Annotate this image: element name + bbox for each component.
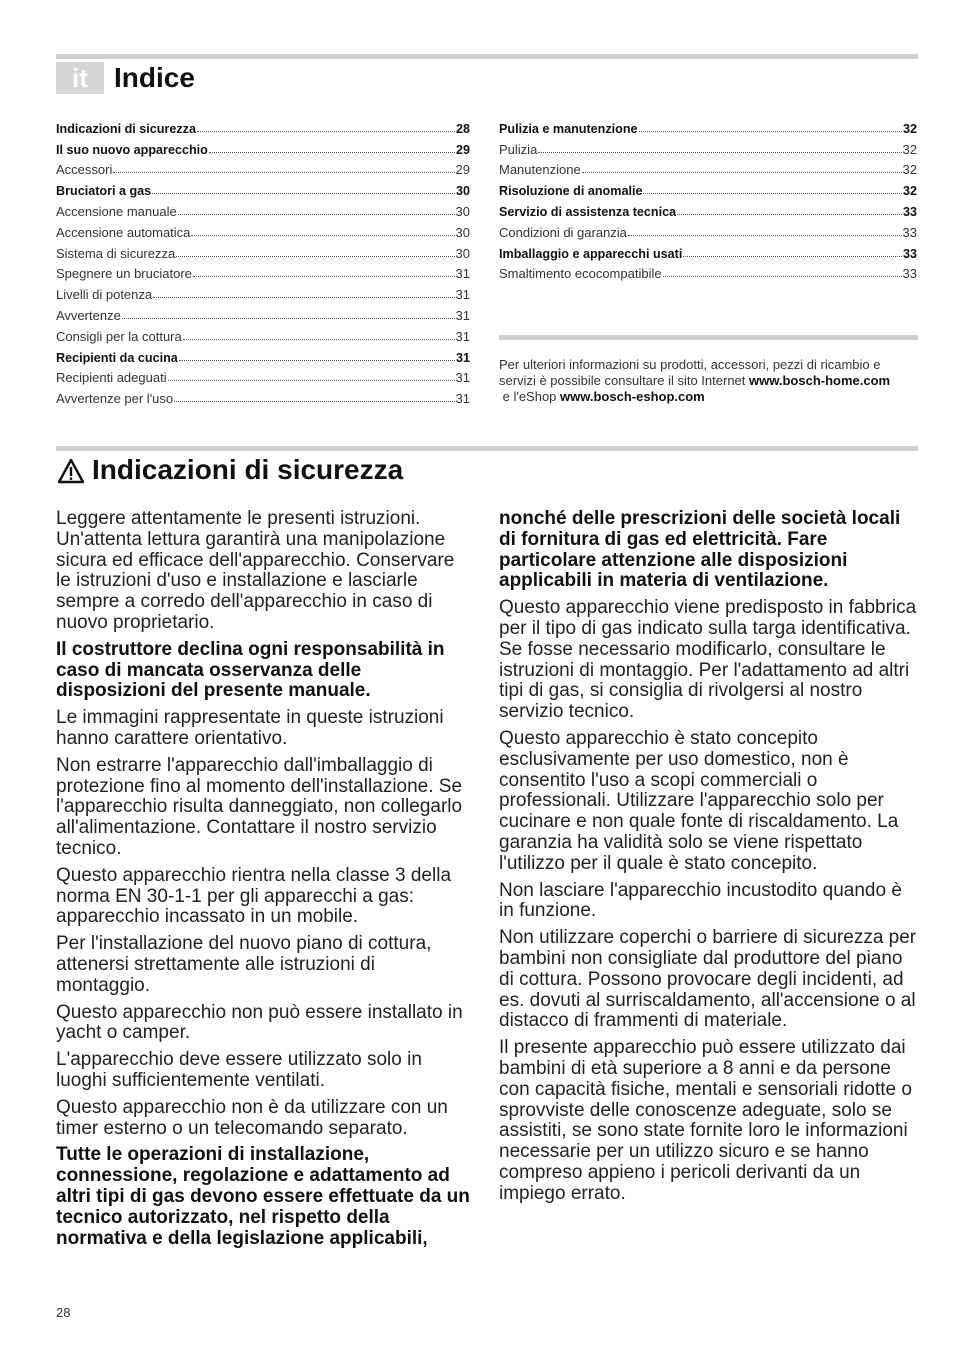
toc-entry[interactable]	[56, 157, 470, 178]
toc-leader-dots	[628, 234, 902, 236]
toc-entry[interactable]	[499, 198, 917, 219]
toc-entry[interactable]	[56, 344, 470, 365]
info-rule	[499, 335, 918, 340]
toc-entry-page: 31	[455, 370, 470, 386]
toc-entry-page: 32	[902, 141, 917, 157]
toc-leader-dots	[122, 317, 455, 319]
info-line: Per ulteriori informazioni su prodotti, accessori, pezzi di ricambio e servizi è possibile consultare il sito Internet	[499, 357, 881, 388]
toc-entry-title: Bruciatori a gas	[56, 184, 152, 199]
safety-paragraph: Il costruttore declina ogni responsabilità in caso di mancata osservanza delle disposizioni del presente manuale.	[56, 638, 445, 702]
toc-leader-dots	[174, 400, 454, 402]
toc-entry-title: Indicazioni di sicurezza	[56, 121, 196, 136]
toc-leader-dots	[193, 275, 455, 277]
safety-paragraph: Tutte le operazioni di installazione, connessione, regolazione e adattamento ad altri tipi di gas devono essere effettuate da un tecnico autorizzato, nel rispetto della normativa e della legislazione applicabili,	[56, 1144, 470, 1249]
toc-entry-title: Imballaggio e apparecchi usati	[499, 246, 683, 261]
toc-entry-page: 33	[902, 204, 917, 219]
toc-leader-dots	[113, 171, 454, 173]
top-rule	[56, 54, 918, 59]
safety-paragraph: Questo apparecchio è stato concepito esclusivamente per uso domestico, non è consentito l'uso a scopi commerciali o professionali. Utilizzare l'apparecchio solo per cucinare e non quale fonte di riscaldamento. La garanzia ha validità solo se viene rispettato l'utilizzo per il quale è stato concepito.	[499, 727, 899, 874]
website-link[interactable]: www.bosch-home.com	[749, 373, 891, 388]
safety-paragraph: L'apparecchio deve essere utilizzato solo in luoghi sufficientemente ventilati.	[56, 1049, 422, 1091]
toc-entry[interactable]	[499, 240, 917, 261]
index-title: Indice	[114, 62, 195, 93]
toc-entry[interactable]	[56, 136, 470, 157]
toc-entry[interactable]	[56, 302, 470, 323]
toc-entry-title: Pulizia e manutenzione	[499, 121, 638, 136]
toc-entry-title: Servizio di assistenza tecnica	[499, 204, 677, 219]
toc-leader-dots	[152, 192, 455, 194]
toc-entry-page: 32	[902, 121, 917, 136]
toc-entry-title: Condizioni di garanzia	[499, 224, 627, 240]
toc-entry[interactable]	[56, 261, 470, 282]
safety-right-column	[499, 509, 917, 1211]
toc-entry[interactable]	[56, 219, 470, 240]
toc-entry-page: 31	[455, 391, 470, 407]
toc-entry[interactable]	[56, 198, 470, 219]
toc-leader-dots	[183, 338, 455, 340]
toc-entry-title: Smaltimento ecocompatibile	[499, 266, 662, 282]
toc-entry[interactable]	[499, 219, 917, 240]
toc-leader-dots	[663, 275, 902, 277]
page-number: 28	[56, 1305, 71, 1320]
toc-leader-dots	[643, 192, 902, 194]
toc-entry-page: 29	[455, 162, 470, 178]
toc-leader-dots	[176, 255, 454, 257]
toc-right-column	[499, 115, 917, 281]
toc-leader-dots	[179, 359, 455, 361]
safety-paragraph: Le immagini rappresentate in queste istruzioni hanno carattere orientativo.	[56, 707, 444, 749]
toc-entry-title: Consigli per la cottura	[56, 328, 182, 344]
toc-entry-title: Avvertenze per l'uso	[56, 391, 174, 407]
safety-paragraph: nonché delle prescrizioni delle società locali di fornitura di gas ed elettricità. Fare particolare attenzione alle disposizioni applicabili in materia di ventilazione.	[499, 508, 901, 592]
toc-entry-page: 28	[455, 121, 470, 136]
toc-entry[interactable]	[499, 136, 917, 157]
toc-entry-page: 31	[455, 328, 470, 344]
toc-leader-dots	[582, 171, 902, 173]
safety-paragraph: Questo apparecchio non può essere installato in yacht o camper.	[56, 1001, 463, 1044]
toc-leader-dots	[168, 379, 455, 381]
eshop-link[interactable]: www.bosch-eshop.com	[560, 389, 705, 404]
toc-entry-title: Avvertenze	[56, 307, 121, 323]
info-mid: e l'eShop	[499, 389, 561, 404]
info-text	[499, 357, 917, 405]
toc-entry-page: 31	[455, 266, 470, 282]
toc-left-column	[56, 115, 470, 406]
toc-entry[interactable]	[56, 385, 470, 406]
toc-entry[interactable]	[56, 240, 470, 261]
safety-paragraph: Non utilizzare coperchi o barriere di sicurezza per bambini non consigliate dal produttore del piano di cottura. Possono provocare degli incidenti, ad es. dovuti al surriscaldamento, all'accensione o al distacco di frammenti di materiale.	[499, 927, 917, 1032]
toc-entry-title: Spegnere un bruciatore	[56, 266, 192, 282]
section-rule	[56, 446, 918, 451]
toc-entry-title: Accensione automatica	[56, 224, 191, 240]
toc-entry-title: Accensione manuale	[56, 203, 177, 219]
toc-leader-dots	[191, 234, 454, 236]
toc-entry[interactable]	[499, 115, 917, 136]
toc-entry-page: 30	[455, 245, 470, 261]
toc-entry-page: 31	[455, 307, 470, 323]
safety-paragraph: Per l'installazione del nuovo piano di cottura, attenersi strettamente alle istruzioni di montaggio.	[56, 933, 432, 996]
toc-leader-dots	[683, 255, 902, 257]
toc-leader-dots	[639, 130, 902, 132]
toc-entry-page: 29	[455, 142, 470, 157]
toc-entry-title: Il suo nuovo apparecchio	[56, 142, 208, 157]
toc-entry-page: 30	[455, 184, 470, 199]
language-tag: it	[56, 62, 104, 94]
toc-entry[interactable]	[56, 177, 470, 198]
toc-entry-title: Manutenzione	[499, 162, 581, 178]
toc-entry[interactable]	[56, 281, 470, 302]
toc-entry-page: 32	[902, 184, 917, 199]
safety-paragraph: Non estrarre l'apparecchio dall'imballaggio di protezione fino al momento dell'installazione. Se l'apparecchio risulta danneggiato, non collegarlo all'alimentazione. Contattare il nostro servizio tecnico.	[56, 754, 463, 859]
safety-paragraph: Questo apparecchio viene predisposto in fabbrica per il tipo di gas indicato sulla targa identificativa. Se fosse necessario modificarlo, consultare le istruzioni di montaggio. Per l'adattamento ad altri tipi di gas, si consiglia di rivolgersi al nostro servizio tecnico.	[499, 597, 917, 723]
safety-paragraph: Leggere attentamente le presenti istruzioni. Un'attenta lettura garantirà una manipolazione sicura ed efficace dell'apparecchio. Conservare le istruzioni d'uso e installazione e lasciarle sempre a corredo dell'apparecchio in caso di nuovo proprietario.	[56, 508, 455, 633]
toc-entry-page: 31	[455, 287, 470, 303]
toc-entry[interactable]	[499, 177, 917, 198]
toc-entry-page: 30	[455, 203, 470, 219]
safety-title: Indicazioni di sicurezza	[92, 454, 404, 485]
toc-entry-title: Accessori	[56, 162, 113, 178]
toc-entry[interactable]	[56, 115, 470, 136]
toc-entry-title: Pulizia	[499, 141, 538, 157]
toc-entry-page: 33	[902, 224, 917, 240]
toc-entry-page: 33	[902, 266, 917, 282]
toc-leader-dots	[677, 213, 902, 215]
safety-left-column	[56, 509, 470, 1255]
toc-entry[interactable]	[56, 323, 470, 344]
toc-entry-page: 32	[902, 162, 917, 178]
safety-paragraph: Non lasciare l'apparecchio incustodito quando è in funzione.	[499, 879, 902, 922]
toc-entry-title: Livelli di potenza	[56, 287, 153, 303]
toc-leader-dots	[538, 151, 901, 153]
warning-icon	[57, 458, 85, 484]
toc-leader-dots	[209, 151, 455, 153]
toc-entry-title: Sistema di sicurezza	[56, 245, 176, 261]
toc-entry-title: Recipienti da cucina	[56, 350, 178, 365]
toc-entry-page: 30	[455, 224, 470, 240]
safety-paragraph: Questo apparecchio rientra nella classe 3 della norma EN 30-1-1 per gli apparecchi a gas: apparecchio incassato in un mobile.	[56, 864, 452, 928]
toc-entry-page: 33	[902, 246, 917, 261]
toc-leader-dots	[178, 213, 455, 215]
toc-entry[interactable]	[56, 365, 470, 386]
toc-entry-title: Risoluzione di anomalie	[499, 184, 643, 199]
toc-entry[interactable]	[499, 261, 917, 282]
toc-entry-page: 31	[455, 350, 470, 365]
toc-leader-dots	[197, 130, 455, 132]
toc-entry[interactable]	[499, 157, 917, 178]
safety-paragraph: Il presente apparecchio può essere utilizzato dai bambini di età superiore a 8 anni e da persone con capacità fisiche, mentali e sensoriali ridotte o sprovviste delle conoscenze adeguate, solo se assistiti, se sono state fornite loro le informazioni necessarie per un utilizzo sicuro e se hanno compreso appieno i pericoli derivanti da un impiego errato.	[499, 1037, 912, 1204]
safety-paragraph: Questo apparecchio non è da utilizzare con un timer esterno o un telecomando separato.	[56, 1096, 448, 1139]
toc-leader-dots	[153, 296, 454, 298]
toc-entry-title: Recipienti adeguati	[56, 370, 167, 386]
